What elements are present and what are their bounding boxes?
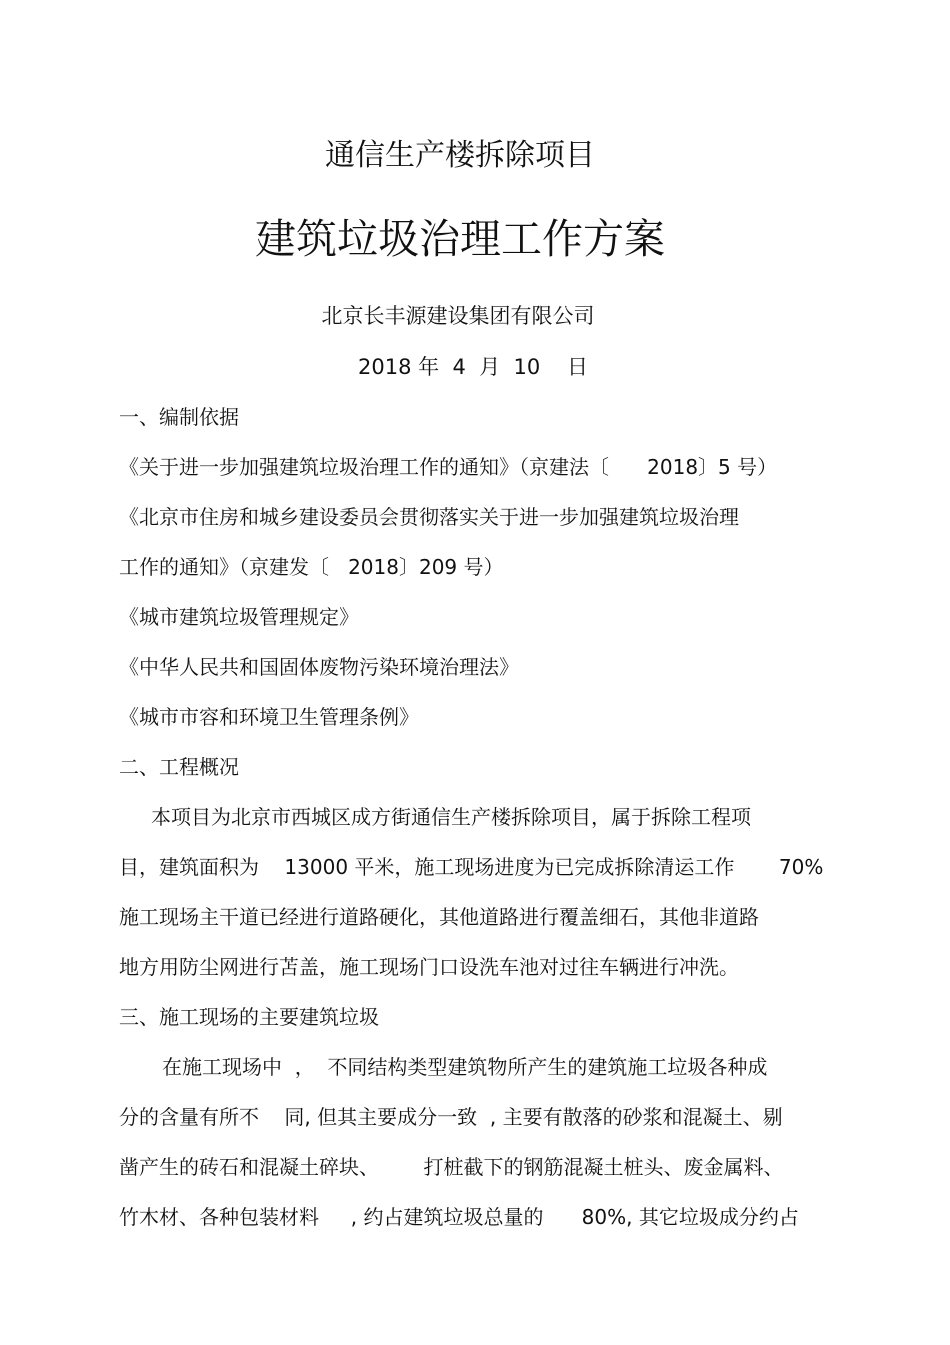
document-organization: 北京长丰源建设集团有限公司 [321,304,595,328]
paragraph-line: 在施工现场中 ， 不同结构类型建筑物所产生的建筑施工垃圾各种成 [162,1055,768,1079]
reference-item-continued: 工作的通知》（京建发〔 2018〕209 号） [119,555,504,579]
paragraph-line: 凿产生的砖石和混凝土碎块、 打桩截下的钢筋混凝土桩头、废金属料、 [119,1155,784,1179]
paragraph-line: 竹木材、各种包装材料 , 约占建筑垃圾总量的 80%, 其它垃圾成分约占 [119,1205,799,1229]
paragraph-line: 施工现场主干道已经进行道路硬化，其他道路进行覆盖细石，其他非道路 [119,905,759,929]
paragraph-line: 本项目为北京市西城区成方街通信生产楼拆除项目，属于拆除工程项 [151,805,751,829]
paragraph-line: 地方用防尘网进行苫盖，施工现场门口设洗车池对过往车辆进行冲洗。 [119,955,739,979]
section-heading-waste: 三、施工现场的主要建筑垃圾 [119,1005,379,1029]
document-date: 2018 年 4 月 10 日 [358,355,588,379]
paragraph-line: 分的含量有所不 同, 但其主要成分一致 , 主要有散落的砂浆和混凝土、剔 [119,1105,783,1129]
document-title-project: 通信生产楼拆除项目 [325,138,595,173]
reference-item: 《关于进一步加强建筑垃圾治理工作的通知》（京建法〔 2018〕5 号） [119,455,778,479]
reference-item: 《城市市容和环境卫生管理条例》 [119,705,419,729]
reference-item: 《中华人民共和国固体废物污染环境治理法》 [119,655,519,679]
section-heading-basis: 一、编制依据 [119,405,239,429]
reference-item: 《城市建筑垃圾管理规定》 [119,605,359,629]
reference-item: 《北京市住房和城乡建设委员会贯彻落实关于进一步加强建筑垃圾治理 [119,505,739,529]
paragraph-line: 目，建筑面积为 13000 平米，施工现场进度为已完成拆除清运工作 70% [119,855,824,879]
document-title-main: 建筑垃圾治理工作方案 [255,215,665,263]
section-heading-overview: 二、工程概况 [119,755,239,779]
